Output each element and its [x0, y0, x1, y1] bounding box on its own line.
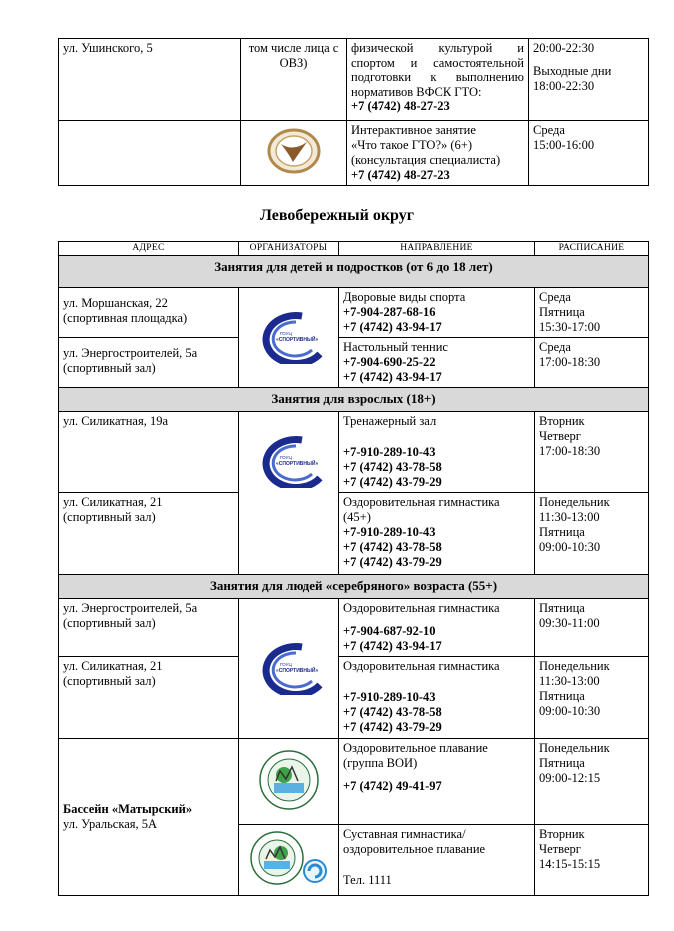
table-row [59, 657, 649, 739]
sportivny-logo-icon [250, 432, 328, 488]
schedule-line: 09:00-10:30 [539, 704, 601, 718]
address-line: ул. Уральская, 5А [63, 817, 158, 831]
schedule-cell [535, 825, 649, 896]
swimming-center-logo-icon [258, 745, 320, 815]
schedule-line: Понедельник [539, 495, 610, 509]
logo-text: ГОУЦ [279, 330, 292, 336]
logo-text: ГОУЦ [279, 455, 292, 460]
schedule-cell [529, 39, 649, 121]
logo-text: «СПОРТИВНЫЙ» [275, 336, 318, 343]
address-cell [59, 657, 239, 739]
table-row [59, 338, 649, 388]
schedule-line: Пятница [539, 756, 585, 770]
phone: +7 (4742) 43-79-29 [343, 720, 442, 734]
schedule-line: 18:00-22:30 [533, 79, 595, 93]
schedule-line: 09:30-11:00 [539, 616, 600, 630]
schedule-cell [535, 493, 649, 575]
gto-emblem-icon [265, 126, 323, 176]
direction-cell [339, 288, 535, 338]
schedule-line: 17:00-18:30 [539, 444, 601, 458]
direction-cell [347, 121, 529, 186]
phone: +7 (4742) 43-94-17 [343, 320, 442, 334]
organizer-logo-cell [241, 121, 347, 186]
address-cell: ул. Ушинского, 5 [59, 39, 241, 121]
sportivny-logo-icon [250, 308, 328, 364]
schedule-line: 11:30-13:00 [539, 510, 600, 524]
address-cell [59, 493, 239, 575]
address-line: (спортивная площадка) [63, 311, 188, 325]
schedule-cell [535, 657, 649, 739]
address-line: Бассейн «Матырский» [63, 802, 193, 816]
phone: +7-910-289-10-43 [343, 525, 436, 539]
address-line: (спортивный зал) [63, 674, 156, 688]
table-row [59, 39, 649, 121]
schedule-cell [535, 288, 649, 338]
direction-text: Дворовые виды спорта [343, 290, 466, 304]
phone: +7 (4742) 43-94-17 [343, 639, 442, 653]
swimming-center-logo-icon [247, 827, 331, 889]
direction-cell [339, 412, 535, 493]
organizer-logo-cell [239, 412, 339, 575]
schedule-cell [535, 412, 649, 493]
direction-cell [339, 657, 535, 739]
organizer-logo-cell [239, 739, 339, 825]
column-header: РАСПИСАНИЕ [535, 242, 649, 256]
table-row [59, 288, 649, 338]
phone: +7-904-287-68-16 [343, 305, 436, 319]
group-row [59, 256, 649, 288]
direction-cell [339, 493, 535, 575]
direction-cell [339, 739, 535, 825]
address-cell [59, 599, 239, 657]
phone: Тел. 1111 [343, 873, 392, 887]
direction-text: Тренажерный зал [343, 414, 437, 428]
phone: +7-910-289-10-43 [343, 690, 436, 704]
table-row [59, 493, 649, 575]
logo-text: ГОУЦ [279, 661, 292, 667]
section-title: Левобережный округ [259, 207, 415, 224]
schedule-line: 15:30-17:00 [539, 320, 601, 334]
direction-text: Оздоровительная гимнастика [343, 659, 500, 673]
address-line: (спортивный зал) [63, 510, 156, 524]
address-line: ул. Силикатная, 21 [63, 495, 163, 509]
schedule-cell [535, 599, 649, 657]
schedule-line: 14:15-15:15 [539, 857, 601, 871]
table-row [59, 412, 649, 493]
logo-text: «СПОРТИВНЫЙ» [275, 667, 318, 674]
direction-text: (консультация специалиста) [351, 153, 501, 167]
schedule-line: Пятница [539, 601, 585, 615]
sportivny-logo-icon [250, 639, 328, 695]
phone: +7 (4742) 43-78-58 [343, 460, 442, 474]
direction-text: физической культурой и спортом и самостоятельной подготовки к выполнению нормативов ВФСК ГТО: [351, 41, 524, 99]
phone: +7 (4742) 43-79-29 [343, 555, 442, 569]
address-cell [59, 739, 239, 896]
address-line: (спортивный зал) [63, 361, 156, 375]
schedule-table [58, 241, 649, 896]
phone: +7 (4742) 43-94-17 [343, 370, 442, 384]
schedule-line: Среда [539, 340, 571, 354]
direction-text: (группа ВОИ) [343, 756, 418, 770]
direction-text: Настольный теннис [343, 340, 448, 354]
schedule-line: Вторник [539, 414, 585, 428]
phone: +7 (4742) 48-27-23 [351, 99, 450, 113]
schedule-line: 15:00-16:00 [533, 138, 595, 152]
address-line: ул. Энергостроителей, 5а [63, 346, 198, 360]
direction-text: Интерактивное занятие [351, 123, 476, 137]
address-line: ул. Моршанская, 22 [63, 296, 168, 310]
table-row [59, 121, 649, 186]
schedule-line: 17:00-18:30 [539, 355, 601, 369]
schedule-line: Понедельник [539, 741, 610, 755]
group-title: Занятия для людей «серебряного» возраста (55+) [59, 575, 649, 599]
column-header: АДРЕС [59, 242, 239, 256]
logo-text: «СПОРТИВНЫЙ» [275, 461, 318, 467]
phone: +7 (4742) 48-27-23 [351, 168, 450, 182]
schedule-line: Выходные дни [533, 64, 612, 78]
schedule-line: Четверг [539, 842, 581, 856]
schedule-line: Понедельник [539, 659, 610, 673]
direction-cell [339, 825, 535, 896]
schedule-cell [535, 338, 649, 388]
table-row [59, 599, 649, 657]
phone: +7-904-687-92-10 [343, 624, 436, 638]
direction-cell [347, 39, 529, 121]
schedule-line: Вторник [539, 827, 585, 841]
phone: +7 (4742) 49-41-97 [343, 779, 442, 793]
organizer-logo-cell [239, 599, 339, 739]
schedule-line: Пятница [539, 305, 585, 319]
address-line: ул. Силикатная, 19а [63, 414, 168, 428]
schedule-line: 11:30-13:00 [539, 674, 600, 688]
direction-text: Суставная гимнастика/ [343, 827, 466, 841]
direction-text: Оздоровительное плавание [343, 741, 488, 755]
header-row [59, 242, 649, 256]
schedule-line: Четверг [539, 429, 581, 443]
direction-text: Оздоровительная гимнастика [343, 495, 500, 509]
group-row [59, 575, 649, 599]
schedule-cell [529, 121, 649, 186]
direction-text: (45+) [343, 510, 371, 524]
phone: +7-910-289-10-43 [343, 445, 436, 459]
schedule-line: Пятница [539, 525, 585, 539]
schedule-line: 09:00-10:30 [539, 540, 601, 554]
address-cell [59, 121, 241, 186]
direction-cell [339, 599, 535, 657]
address-cell [59, 288, 239, 338]
column-header: НАПРАВЛЕНИЕ [339, 242, 535, 256]
phone: +7 (4742) 43-79-29 [343, 475, 442, 489]
table-row [59, 739, 649, 825]
phone: +7 (4742) 43-78-58 [343, 540, 442, 554]
schedule-line: 20:00-22:30 [533, 41, 595, 55]
organizer-logo-cell [239, 288, 339, 388]
address-line: ул. Силикатная, 21 [63, 659, 163, 673]
direction-text: оздоровительное плавание [343, 842, 486, 856]
schedule-cell [535, 739, 649, 825]
group-row [59, 388, 649, 412]
group-title: Занятия для взрослых (18+) [59, 388, 649, 412]
column-header: ОРГАНИЗАТОРЫ [239, 242, 339, 256]
phone: +7-904-690-25-22 [343, 355, 436, 369]
organizer-logo-cell [239, 825, 339, 896]
address-cell [59, 412, 239, 493]
phone: +7 (4742) 43-78-58 [343, 705, 442, 719]
direction-text: Оздоровительная гимнастика [343, 601, 500, 615]
group-title: Занятия для детей и подростков (от 6 до 18 лет) [59, 256, 649, 288]
address-cell [59, 338, 239, 388]
schedule-line: Среда [539, 290, 571, 304]
top-table [58, 38, 649, 186]
schedule-line: 09:00-12:15 [539, 771, 601, 785]
direction-text: «Что такое ГТО?» (6+) [351, 138, 472, 152]
address-line: (спортивный зал) [63, 616, 156, 630]
address-line: ул. Энергостроителей, 5а [63, 601, 198, 615]
direction-cell [339, 338, 535, 388]
schedule-line: Пятница [539, 689, 585, 703]
organizer-cell: том числе лица с ОВЗ) [241, 39, 347, 121]
schedule-line: Среда [533, 123, 565, 137]
